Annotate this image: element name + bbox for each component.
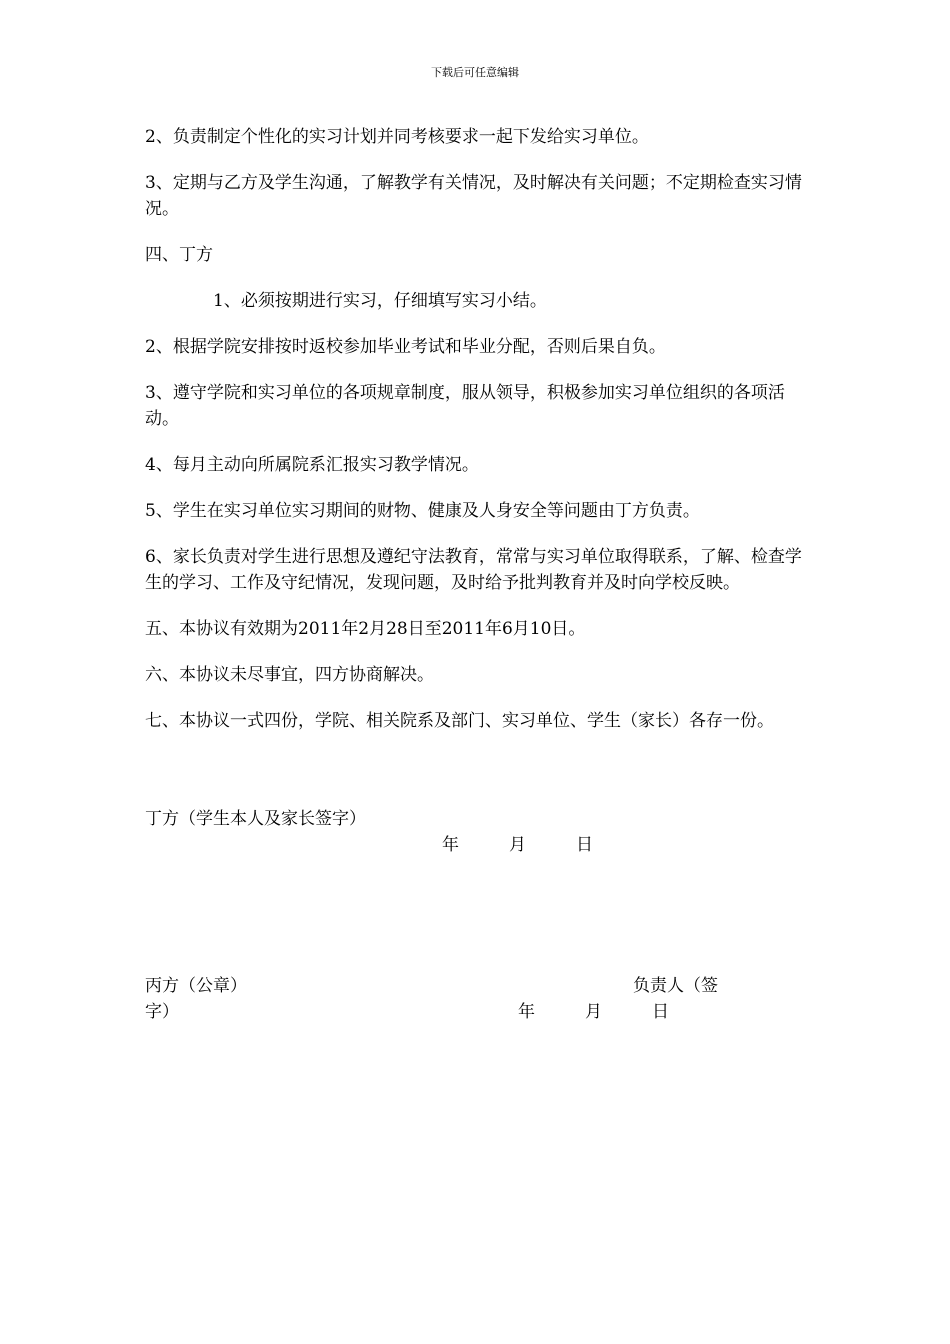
paragraph-ding-6: 6、家长负责对学生进行思想及遵纪守法教育，常常与实习单位取得联系，了解、检查学生的学习、工作及守纪情况，发现问题，及时给予批判教育并及时向学校反映。 (145, 547, 802, 593)
responsible-person-label: 负责人（签 (633, 976, 718, 996)
paragraph-unresolved: 六、本协议未尽事宜，四方协商解决。 (145, 665, 434, 685)
date-year-bing: 年 (518, 1002, 535, 1022)
signature-block-bing (145, 973, 815, 1025)
paragraph-copies: 七、本协议一式四份，学院、相关院系及部门、实习单位、学生（家长）各存一份。 (145, 711, 774, 731)
paragraph-2: 3、定期与乙方及学生沟通，了解教学有关情况，及时解决有关问题；不定期检查实习情况。 (145, 173, 802, 219)
paragraph-ding-2: 2、根据学院安排按时返校参加毕业考试和毕业分配，否则后果自负。 (145, 337, 666, 357)
date-month-bing: 月 (585, 1002, 602, 1022)
page-header: 下载后可任意编辑 (431, 66, 519, 79)
date-line-ding (145, 832, 815, 858)
paragraph-ding-3: 3、遵守学院和实习单位的各项规章制度，服从领导，积极参加实习单位组织的各项活动。 (145, 383, 785, 429)
signature-block-ding (145, 806, 815, 858)
document-body (145, 120, 815, 1025)
date-month-ding: 月 (509, 835, 526, 855)
paragraph-1: 2、负责制定个性化的实习计划并同考核要求一起下发给实习单位。 (145, 127, 649, 147)
date-day-ding: 日 (576, 835, 593, 855)
paragraph-validity: 五、本协议有效期为2011年2月28日至2011年6月10日。 (145, 619, 586, 639)
signature-line-bing (145, 973, 815, 999)
signature-label-ding: 丁方（学生本人及家长签字） (145, 809, 366, 829)
date-day-bing: 日 (652, 1002, 669, 1022)
date-year-ding: 年 (442, 835, 459, 855)
section-heading-ding: 四、丁方 (145, 245, 213, 265)
date-line-bing (145, 999, 815, 1025)
paragraph-ding-5: 5、学生在实习单位实习期间的财物、健康及人身安全等问题由丁方负责。 (145, 501, 700, 521)
signature-label-bing: 丙方（公章） (145, 976, 247, 996)
paragraph-ding-1: 1、必须按期进行实习，仔细填写实习小结。 (213, 291, 547, 311)
paragraph-ding-4: 4、每月主动向所属院系汇报实习教学情况。 (145, 455, 479, 475)
responsible-person-label-end: 字） (145, 1002, 179, 1022)
